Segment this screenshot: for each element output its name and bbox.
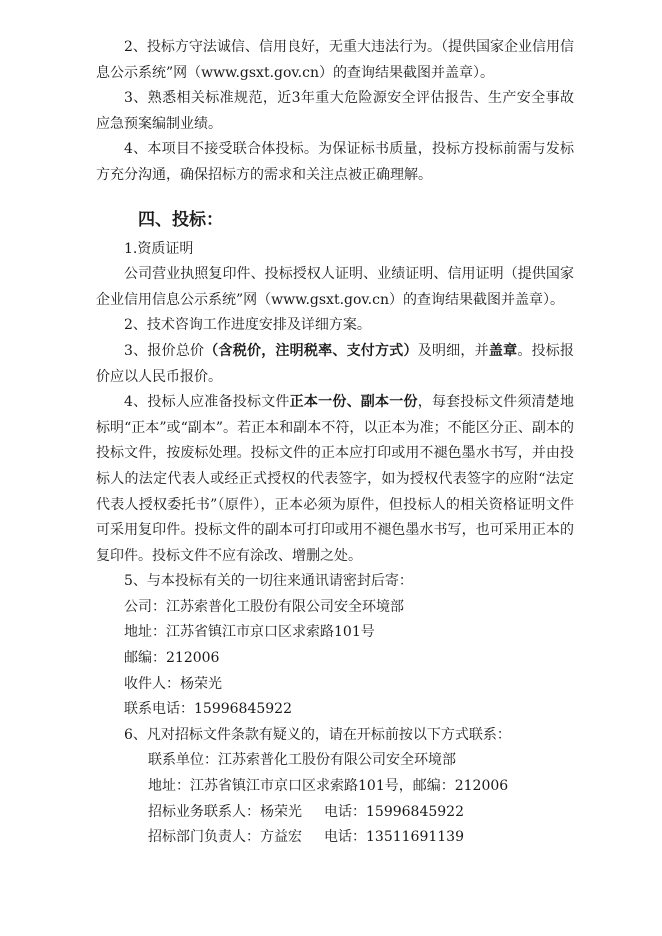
contact-role: 招标部门负责人：方益宏 [148, 829, 302, 846]
item5-company: 公司：江苏索普化工股份有限公司安全环境部 [124, 598, 404, 615]
contact-role: 招标业务联系人：杨荣光 [148, 803, 302, 820]
item3-bold: （含税价，注明税率、支付方式） [204, 342, 418, 359]
item2: 2、技术咨询工作进度安排及详细方案。 [124, 317, 371, 334]
item3-text: 。投标报价应以人民币报价。 [96, 342, 575, 385]
item3-text: 及明细，并 [417, 342, 489, 359]
item5-recipient: 收件人：杨荣光 [124, 675, 222, 692]
item6-contact-head [96, 825, 574, 851]
item3-bold: 盖章 [488, 342, 518, 359]
item1-body: 公司营业执照复印件、投标授权人证明、业绩证明、信用证明（提供国家企业信用信息公示系统”网（www.gsxt.gov.cn）的查询结果截图并盖章）。 [96, 266, 574, 308]
item5-address: 地址：江苏省镇江市京口区求索路101号 [124, 624, 375, 641]
contact-phone: 电话：15996845922 [324, 803, 464, 820]
item5-phone: 联系电话：15996845922 [124, 701, 292, 718]
item4-text: ，每套投标文件须清楚地标明“正本”或“副本”。若正本和副本不符，以正本为准；不能区分正、副本的投标文件，按废标处理。投标文件的正本应打印或用不褪色墨水书写，并由投标人的法定代表人或经正式授权的代表签字，如为授权代表签字的应附“法定代表人授权委托书”（原件），正本必须为原件，但投标人的相关资格证明文件可采用复印件。投标文件的副本可打印或用不褪色墨水书写，也可采用正本的复印件。投标文件不应有涂改、增删之处。 [96, 394, 575, 564]
paragraph-requirement-4: 4、本项目不接受联合体投标。为保证标书质量，投标方投标前需与发标方充分沟通，确保招标方的需求和关注点被正确理解。 [96, 141, 574, 183]
item1-title: 1.资质证明 [124, 240, 194, 257]
contact-phone: 电话：13511691139 [324, 829, 464, 846]
item3-text: 3、报价总价 [124, 342, 205, 359]
item4-text: 4、投标人应准备投标文件 [124, 394, 290, 411]
item6-address: 地址：江苏省镇江市京口区求索路101号，邮编：212006 [148, 778, 509, 795]
item4-bold: 正本一份、副本一份 [289, 394, 418, 411]
item3 [96, 339, 574, 390]
paragraph-requirement-2: 2、投标方守法诚信、信用良好，无重大违法行为。（提供国家企业信用信息公示系统”网（www.gsxt.gov.cn）的查询结果截图并盖章）。 [96, 39, 574, 81]
section-heading: 四、投标： [138, 209, 223, 230]
item6-unit: 联系单位：江苏索普化工股份有限公司安全环境部 [148, 752, 456, 769]
item5-title: 5、与本投标有关的一切往来通讯请密封后寄： [124, 573, 413, 590]
item6-title: 6、凡对招标文件条款有疑义的，请在开标前按以下方式联系： [124, 726, 511, 743]
item4 [96, 390, 574, 569]
item5-postcode: 邮编：212006 [124, 650, 220, 667]
paragraph-requirement-3: 3、熟悉相关标准规范，近3年重大危险源安全评估报告、生产安全事故应急预案编制业绩。 [96, 90, 574, 132]
item6-contact-business [96, 800, 574, 826]
document-page [96, 35, 574, 851]
